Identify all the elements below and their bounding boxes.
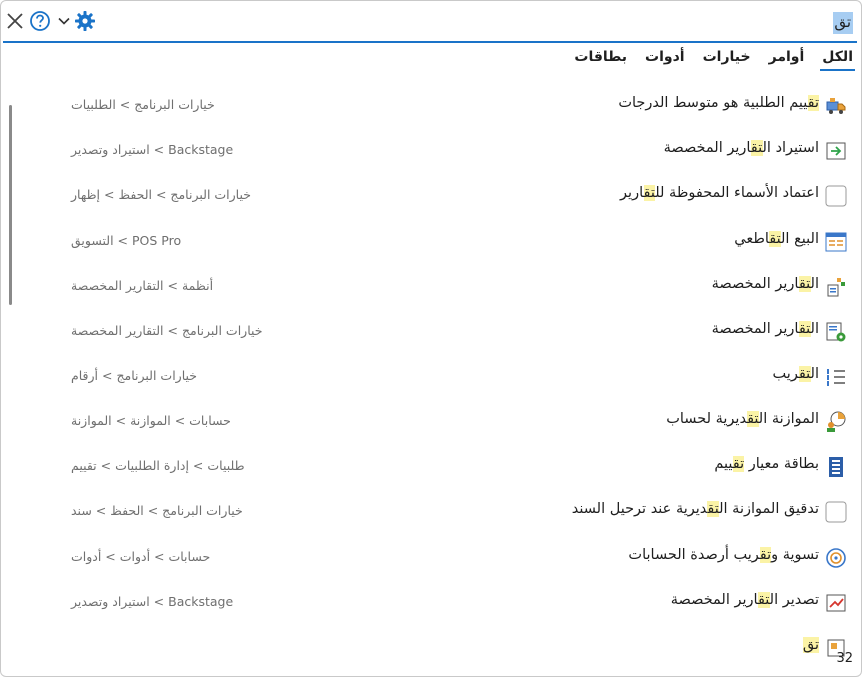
list-numbers-icon [825,366,847,388]
result-path: خيارات البرنامج > التقارير المخصصة [71,323,263,338]
result-title: التقارير المخصصة [711,276,819,292]
list-item[interactable] [1,489,861,533]
list-item[interactable] [1,173,861,217]
help-button[interactable] [28,9,52,33]
result-path: خيارات البرنامج > أرقام [71,368,198,383]
export-icon [825,592,847,614]
list-item[interactable] [1,625,861,669]
result-title: تصدير التقارير المخصصة [670,592,819,608]
list-item[interactable] [1,399,861,443]
result-path: حسابات > أدوات > أدوات [71,549,211,564]
result-path: أنظمة > التقارير المخصصة [71,278,214,293]
result-title: تق [802,637,819,653]
tab-cards[interactable]: بطاقات [574,49,628,65]
search-bar [1,1,861,43]
result-title: البيع التقاطعي [734,231,819,247]
result-title: بطاقة معيار تقييم [714,456,819,472]
result-title: الموازنة التقديرية لحساب [666,411,819,427]
rounding-icon [825,547,847,569]
result-title: اعتماد الأسماء المحفوظة للتقارير [620,185,819,201]
list-item[interactable] [1,219,861,263]
result-count: 32 [836,651,853,666]
result-path: Backstage > استيراد وتصدير [71,594,234,609]
result-path: حسابات > الموازنة > الموازنة [71,413,231,428]
settings-button[interactable] [73,9,97,33]
result-title: استيراد التقارير المخصصة [663,140,819,156]
budget-icon [825,411,847,433]
truck-icon [825,95,847,117]
close-button[interactable] [3,9,27,33]
list-item[interactable] [1,354,861,398]
result-title: تقييم الطلبية هو متوسط الدرجات [618,95,819,111]
list-item[interactable] [1,264,861,308]
tab-options[interactable]: خيارات [702,49,751,65]
filter-tabs [572,47,855,71]
card-icon [825,456,847,478]
result-title: التقريب [772,366,819,382]
result-path: خيارات البرنامج > الحفظ > سند [71,503,243,518]
result-title: التقارير المخصصة [711,321,819,337]
report-settings-icon [825,321,847,343]
reports-icon [825,276,847,298]
result-path: طلبيات > إدارة الطلبيات > تقييم [71,458,245,473]
window-icon [825,231,847,253]
result-path: خيارات البرنامج > الحفظ > إظهار [71,187,251,202]
checkbox-icon[interactable] [825,501,847,523]
checkbox-icon[interactable] [825,185,847,207]
tab-commands[interactable]: أوامر [768,49,805,65]
close-icon [5,11,25,31]
list-item[interactable] [1,580,861,624]
list-item[interactable] [1,128,861,172]
gear-icon [74,10,96,32]
list-item[interactable] [1,444,861,488]
list-item[interactable] [1,535,861,579]
results-list [1,83,861,653]
import-icon [825,140,847,162]
search-input[interactable]: تق [834,13,851,31]
result-path: Backstage > استيراد وتصدير [71,142,234,157]
result-title: تدقيق الموازنة التقديرية عند ترحيل السند [571,501,819,517]
tab-all[interactable]: الكل [820,47,855,71]
result-path: POS Pro > التسويق [71,233,182,248]
result-path: خيارات البرنامج > الطلبيات [71,97,215,112]
search-underline [3,41,857,43]
chevron-down-icon [57,14,71,28]
tab-tools[interactable]: أدوات [645,49,685,65]
help-icon [29,10,51,32]
list-item[interactable] [1,309,861,353]
list-item[interactable] [1,83,861,127]
result-title: تسوية وتقريب أرصدة الحسابات [628,547,819,563]
